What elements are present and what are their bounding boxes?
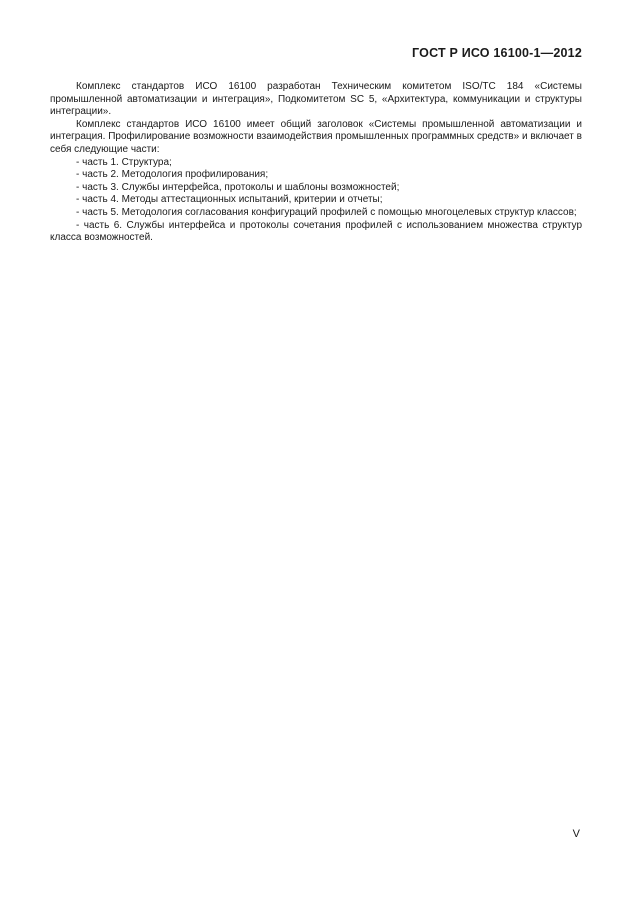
page-number: V bbox=[572, 828, 580, 840]
list-item-part-3: - часть 3. Службы интерфейса, протоколы и шаблоны возможностей; bbox=[76, 181, 400, 193]
list-item-part-5: - часть 5. Методология согласования конфигураций профилей с помощью многоцелевых структур классов; bbox=[76, 206, 577, 218]
document-body bbox=[50, 81, 582, 245]
list-item-part-6: - часть 6. Службы интерфейса и протоколы сочетания профилей с использованием множества структур класса возможностей. bbox=[50, 219, 582, 244]
list-item-part-1: - часть 1. Структура; bbox=[76, 156, 172, 168]
paragraph-committee: Комплекс стандартов ИСО 16100 разработан Техническим комитетом ISO/TC 184 «Системы промышленной автоматизации и интеграция», Подкомитетом SC 5, «Архитектура, коммуникации и структуры интеграции». bbox=[50, 81, 582, 118]
paragraph-general-title: Комплекс стандартов ИСО 16100 имеет общий заголовок «Системы промышленной автоматизации и интеграция. Профилирование возможности взаимодействия промышленных программных средств» и включает в себя следующие части: bbox=[50, 118, 582, 155]
list-item-part-2: - часть 2. Методология профилирования; bbox=[76, 169, 269, 181]
document-code-header: ГОСТ Р ИСО 16100-1—2012 bbox=[412, 46, 582, 60]
list-item-part-4: - часть 4. Методы аттестационных испытаний, критерии и отчеты; bbox=[76, 194, 383, 206]
